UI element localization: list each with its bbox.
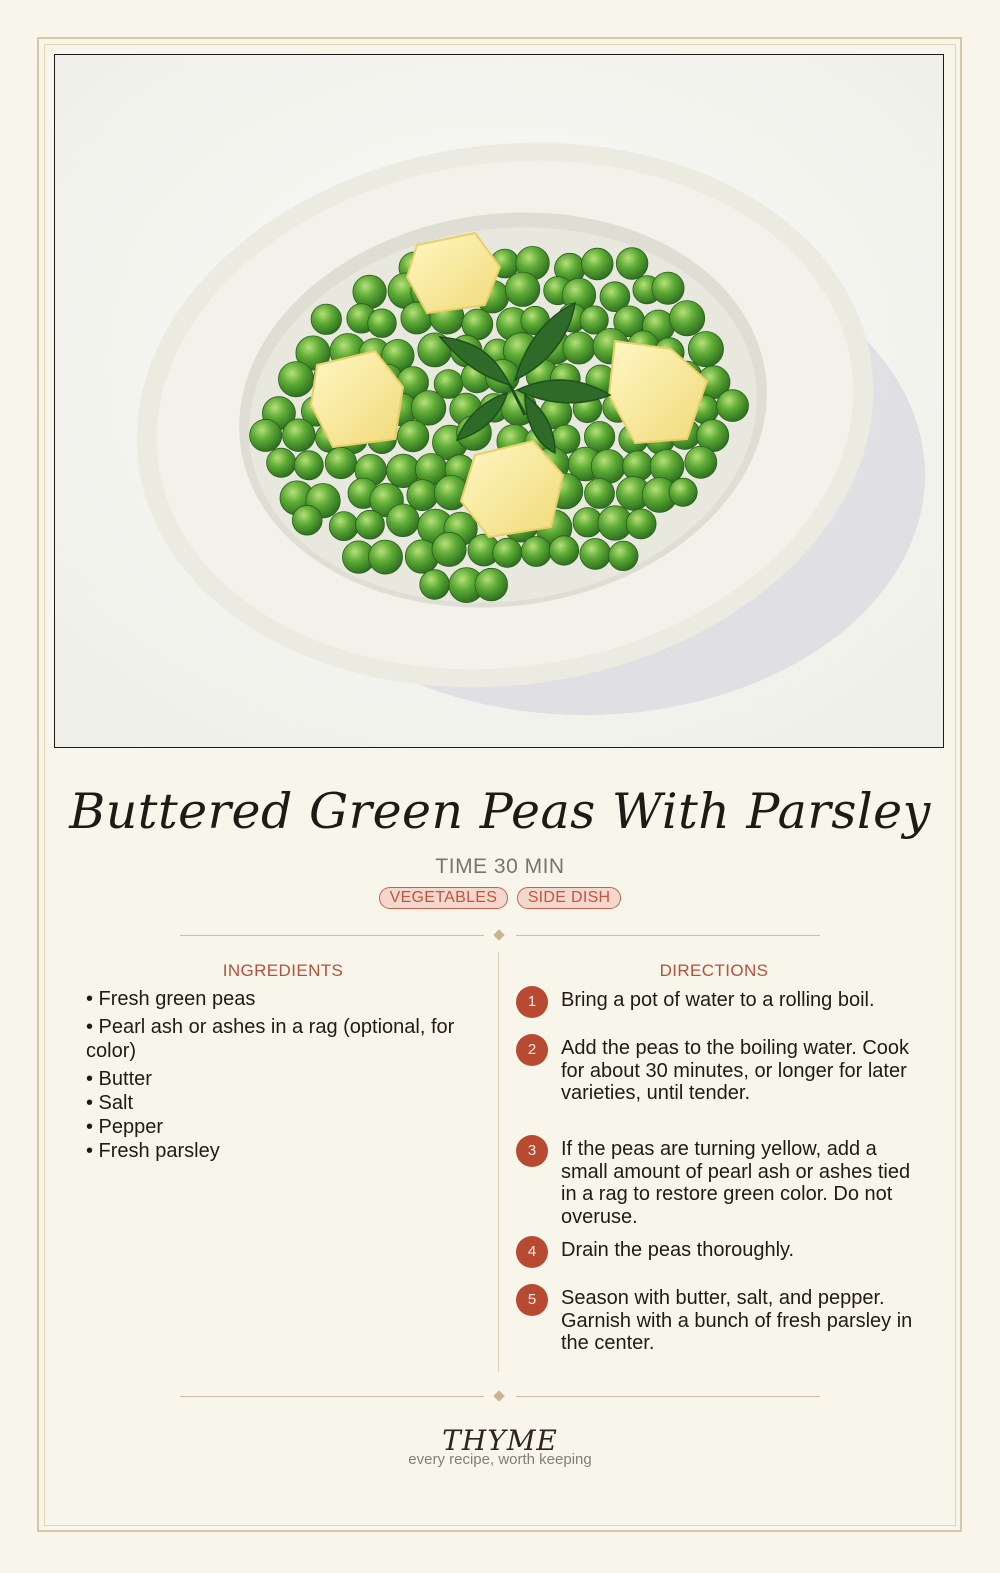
pea [585,479,615,509]
pea [688,332,723,367]
pea [387,504,420,537]
pea [283,419,316,452]
recipe-time: TIME 30 MIN [435,855,565,878]
divider-top [180,935,820,936]
pea [623,451,653,481]
peas-plate-illustration [55,55,944,748]
pea [609,541,638,570]
pea [626,509,656,539]
pea [311,304,341,334]
recipe-title: Buttered Green Peas With Parsley [69,783,931,840]
pea [279,362,314,397]
pea [582,248,614,280]
pea [670,301,705,336]
pea [368,309,397,338]
pea [685,446,717,478]
pea [475,568,508,601]
pea [397,420,428,451]
step-number: 4 [516,1236,548,1268]
pea [325,447,356,478]
pea [616,248,648,280]
pea [505,272,539,306]
list-item: • Pepper [86,1116,164,1138]
recipe-illustration [54,54,944,748]
pea [294,451,323,480]
divider-bottom [180,1396,820,1397]
step-text: Add the peas to the boiling water. Cook for about 30 minutes, or longer for later varieties, until tender. [561,1037,910,1104]
pea [669,478,697,506]
pea [591,450,625,484]
directions-heading: DIRECTIONS [659,961,769,980]
step-text: If the peas are turning yellow, add a small amount of pearl ash or ashes tied in a rag to restore green color. Do not overuse. [561,1138,911,1228]
pea [267,448,296,477]
step-number: 5 [516,1284,548,1316]
pea [411,391,446,426]
step-text: Bring a pot of water to a rolling boil. [561,989,875,1011]
pea [356,510,385,539]
step-text: Drain the peas thoroughly. [561,1239,795,1261]
ingredients-list [86,987,486,1163]
ingredients-heading: INGREDIENTS [222,961,344,980]
column-divider [498,952,499,1372]
pea [549,536,578,565]
brand-tagline: every recipe, worth keeping [408,1451,592,1468]
step-number: 3 [516,1135,548,1167]
list-item: • Pearl ash or ashes in a rag (optional, for color) [86,1016,455,1062]
pea [353,275,386,308]
pea [407,480,438,511]
tag-vegetables[interactable]: VEGETABLES [379,887,509,909]
step-number: 1 [516,986,548,1018]
pea [521,537,551,567]
pea [563,332,595,364]
pea [420,570,450,600]
list-item: • Butter [86,1068,152,1090]
pea [369,540,403,574]
list-item: • Fresh parsley [86,1140,220,1162]
pea [493,538,522,567]
list-item: • Fresh green peas [86,988,256,1010]
pea [652,272,684,304]
pea [329,512,358,541]
pea [580,539,611,570]
step-number: 2 [516,1034,548,1066]
pea [292,505,322,535]
pea [250,419,282,451]
tag-side-dish[interactable]: SIDE DISH [517,887,622,909]
pea [717,390,749,422]
tag-list [0,887,1000,909]
pea [432,532,466,566]
brand-name: THYME [442,1424,558,1457]
list-item: • Salt [86,1092,134,1114]
step-text: Season with butter, salt, and pepper. Garnish with a bunch of fresh parsley in the center. [561,1287,913,1354]
